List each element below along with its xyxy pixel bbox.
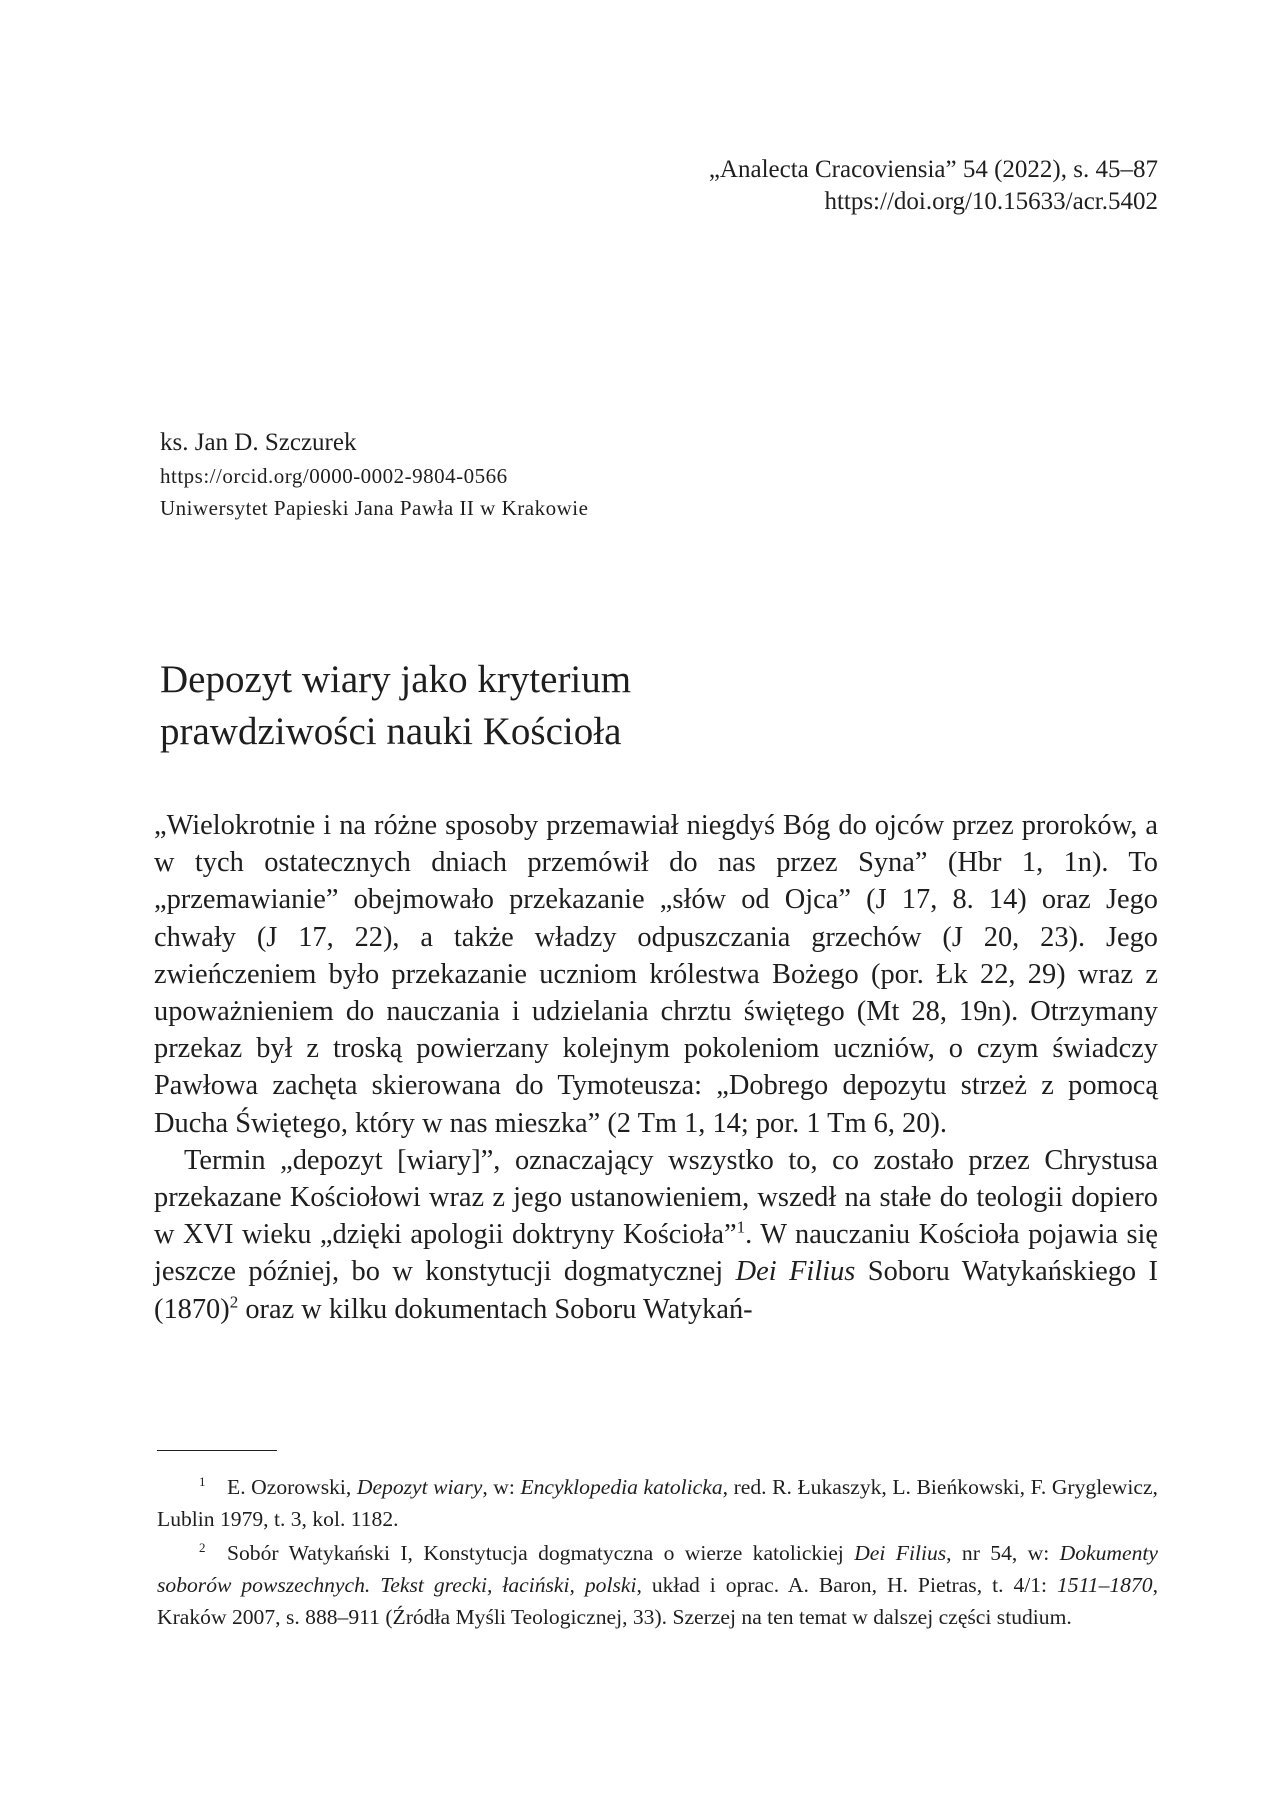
journal-header — [709, 154, 1158, 218]
title-line-1: Depozyt wiary jako kryterium — [160, 658, 632, 701]
doi-link[interactable]: https://doi.org/10.15633/acr.5402 — [824, 188, 1158, 215]
author-name: ks. Jan D. Szczurek — [160, 429, 357, 456]
author-block — [160, 426, 588, 524]
footnotes — [157, 1471, 1158, 1633]
title-line-2: prawdziwości nauki Kościoła — [160, 710, 622, 753]
citation-line: „Analecta Cracoviensia” 54 (2022), s. 45–87 — [708, 156, 1158, 183]
paragraph-1: „Wielokrotnie i na różne sposoby przemawiał niegdyś Bóg do ojców przez proroków, a w tych ostatecznych dniach przemówił do nas przez Syna” (Hbr 1, 1n). To „przemawianie” obejmowało przekazanie „słów od Ojca” (J 17, 8. 14) oraz Jego chwały (J 17, 22), a także władzy odpuszczania grzechów (J 20, 23). Jego zwieńczeniem było przekazanie uczniom królestwa Bożego (por. Łk 22, 29) wraz z upoważnieniem do nauczania i udzielania chrztu świętego (Mt 28, 19n). Otrzymany przekaz był z troską powierzany kolejnym pokoleniom uczniów, o czym świadczy Pawłowa zachęta skierowana do Tymoteusza: „Dobrego depozytu strzeż z pomocą Ducha Świętego, który w nas mieszka” (2 Tm 1, 14; por. 1 Tm 6, 20). — [154, 810, 1158, 1139]
paragraph-2: Termin „depozyt [wiary]”, oznaczający wszystko to, co zostało przez Chrystusa przekazane Kościołowi wraz z jego ustanowieniem, wszedł na stałe do teologii dopiero w XVI wieku „dzięki apologii doktryny Kościoła”$^1$. W nauczaniu Kościoła pojawia się jeszcze później, bo w konstytucji dogmatycznej Dei Filius Soboru Watykańskiego I $(1870)^2$ oraz w kilku dokumentach Soboru Watykań- — [154, 1144, 1159, 1325]
footnote-number: 2 — [199, 1540, 206, 1555]
footnote-separator — [157, 1450, 277, 1451]
article-title — [160, 654, 631, 758]
footnote-1: 1 E. Ozorowski, Depozyt wiary, w: Encyklopedia katolicka, red. R. Łukaszyk, L. Bieńkowski, F. Gryglewicz, Lublin 1979, t. 3, kol. 1182. — [157, 1471, 1158, 1535]
footnote-number: 1 — [199, 1474, 206, 1489]
italic-title: Dei Filius — [735, 1256, 856, 1288]
footnote-ref-1[interactable]: 1 — [736, 1217, 746, 1237]
footnote-ref-2[interactable]: 2 — [229, 1292, 239, 1312]
footnote-2: 2 Sobór Watykański I, Konstytucja dogmatyczna o wierze katolickiej Dei Filius, nr 54, w: Dokumenty soborów powszechnych. Tekst grecki, łaciński, polski, układ i oprac. A. Baron, H. Pietras, t. 4/1: 1511–1870, Kraków 2007, s. 888–911 (Źródła Myśli Teologicznej, 33). Szerzej na ten temat w dalszej części studium. — [157, 1537, 1158, 1633]
orcid-link[interactable]: https://orcid.org/0000-0002-9804-0566 — [160, 464, 508, 488]
affiliation: Uniwersytet Papieski Jana Pawła II w Krakowie — [160, 496, 589, 520]
article-body — [154, 807, 1158, 1328]
